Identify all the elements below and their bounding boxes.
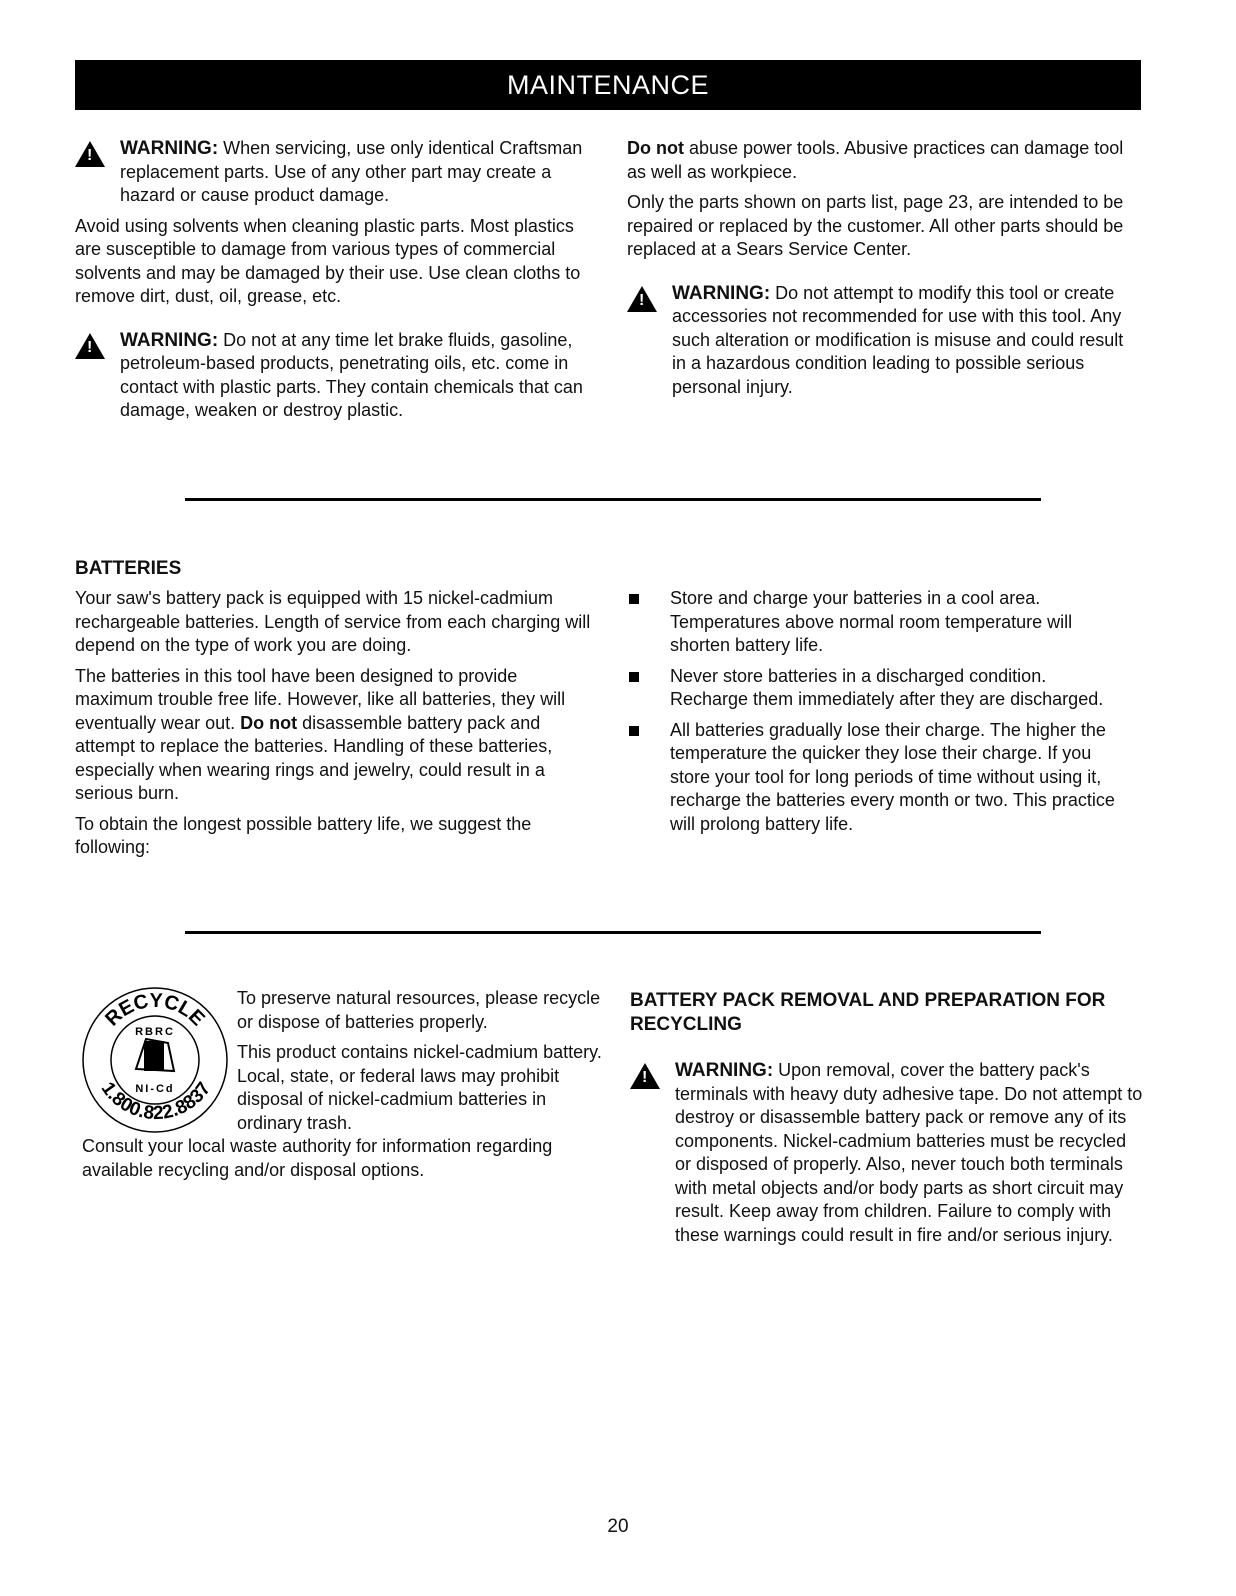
warning-brake-fluids: ! WARNING: Do not at any time let brake fluids, gasoline, petroleum-based products, penetrating oils, etc. come in contact with plastic parts. They contain chemicals that can damage, weaken or destroy plastic. <box>75 329 600 423</box>
warning-modify: ! WARNING: Do not attempt to modify this tool or create accessories not recommended for use with this tool. Any such alteration or modification is misuse and could result in a hazardous condition leading to possible serious personal injury. <box>627 282 1142 400</box>
batteries-left <box>75 557 595 867</box>
divider <box>185 498 1041 501</box>
left-top-column <box>75 137 600 430</box>
battery-tips-list <box>625 587 1125 836</box>
consult-authority-text: Consult your local waste authority for information regarding available recycling and/or disposal options. <box>82 1136 553 1180</box>
svg-text:1.800.822.8837: 1.800.822.8837 <box>96 1078 216 1125</box>
recycle-text: To preserve natural resources, please recycle or dispose of batteries properly. This product contains nickel-cadmium battery. Local, state, or federal laws may prohibit disposal of nickel-cadmium batteries in ordinary trash. <box>237 988 602 1133</box>
batteries-right <box>625 587 1125 843</box>
list-item: Store and charge your batteries in a cool area. Temperatures above normal room temperature will shorten battery life. <box>625 587 1125 658</box>
bullet-square-icon <box>629 726 639 736</box>
svg-text:RBRC: RBRC <box>135 1026 175 1038</box>
divider <box>185 931 1041 934</box>
bullet-square-icon <box>629 594 639 604</box>
batteries-paragraph-1: Your saw's battery pack is equipped with 15 nickel-cadmium rechargeable batteries. Length of service from each charging will depend on the type of work you are doing. <box>75 588 591 655</box>
abuse-paragraph: Do not abuse power tools. Abusive practices can damage tool as well as workpiece. <box>627 138 1124 182</box>
rbrc-recycle-logo <box>80 985 230 1135</box>
solvents-paragraph: Avoid using solvents when cleaning plastic parts. Most plastics are susceptible to damage from various types of commercial solvents and may be damaged by their use. Use clean cloths to remove dirt, dust, oil, grease, etc. <box>75 215 581 306</box>
page-number: 20 <box>607 1516 629 1537</box>
warning-triangle-icon <box>75 141 105 167</box>
warning-identical-parts: ! WARNING: When servicing, use only identical Craftsman replacement parts. Use of any other part may create a hazard or cause product damage. <box>75 137 600 208</box>
batteries-paragraph-3: To obtain the longest possible battery life, we suggest the following: <box>75 813 532 857</box>
svg-text:RECYCLE: RECYCLE <box>101 989 209 1031</box>
batteries-paragraph-2: The batteries in this tool have been designed to provide maximum trouble free life. However, like all batteries, they will eventually wear out. Do not disassemble battery pack and attempt to replace the batteries. Handling of these batteries, especially when wearing rings and jewelry, could result in a serious burn. <box>75 665 566 803</box>
parts-list-paragraph: Only the parts shown on parts list, page 23, are intended to be repaired or replaced by the customer. All other parts should be replaced at a Sears Service Center. <box>627 192 1124 259</box>
warning-triangle-icon <box>627 286 657 312</box>
bullet-square-icon <box>629 672 639 682</box>
warning-removal: ! WARNING: Upon removal, cover the battery pack's terminals with heavy duty adhesive tape. Do not attempt to destroy or disassemble battery pack or remove any of its components. Nickel-cadmium batteries must be recycled or disposed of properly. Also, never touch both terminals with metal objects and/or body parts as short circuit may result. Keep away from children. Failure to comply with these warnings could result in fire and/or serious injury. <box>630 1059 1145 1247</box>
removal-heading: BATTERY PACK REMOVAL AND PREPARATION FOR RECYCLING <box>630 990 1106 1035</box>
removal-section <box>630 989 1145 1254</box>
section-header: MAINTENANCE <box>75 60 1141 110</box>
right-top-column <box>627 137 1142 406</box>
batteries-heading: BATTERIES <box>75 558 182 579</box>
list-item: All batteries gradually lose their charge. The higher the temperature the quicker they lose their charge. If you store your tool for long periods of time without using it, recharge the batteries every month or two. This practice will prolong battery life. <box>625 719 1125 837</box>
svg-text:NI-Cd: NI-Cd <box>135 1083 175 1095</box>
warning-triangle-icon <box>75 333 105 359</box>
list-item: Never store batteries in a discharged condition. Recharge them immediately after they are discharged. <box>625 665 1125 712</box>
warning-triangle-icon <box>630 1063 660 1089</box>
